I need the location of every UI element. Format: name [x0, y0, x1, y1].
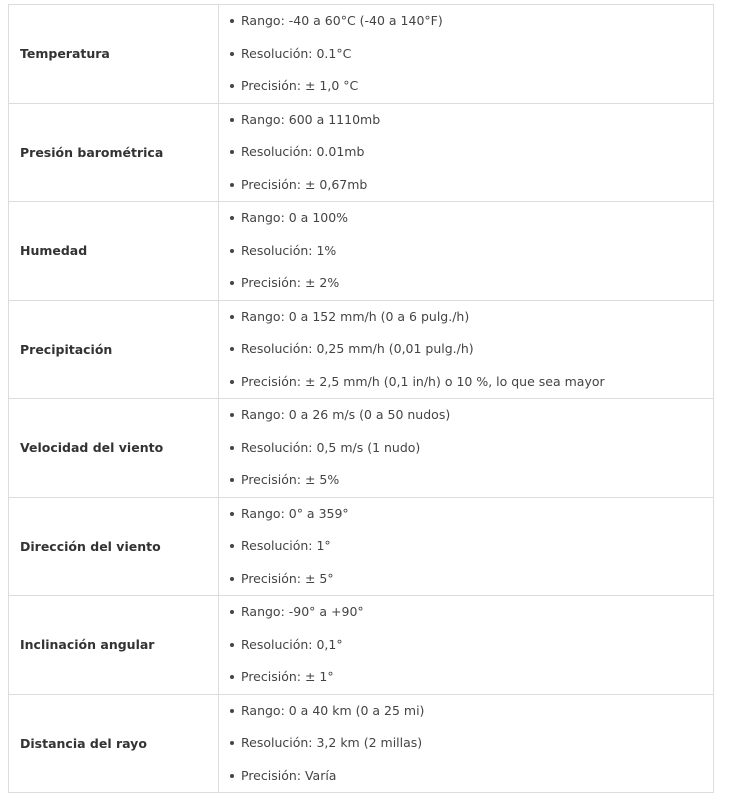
list-item: Rango: 0° a 359°: [229, 506, 713, 522]
spec-label: Humedad: [9, 202, 219, 301]
spec-label: Inclinación angular: [9, 596, 219, 695]
list-item: Resolución: 0,25 mm/h (0,01 pulg./h): [229, 341, 713, 357]
spec-label: Distancia del rayo: [9, 694, 219, 793]
list-item: Rango: -90° a +90°: [229, 604, 713, 620]
spec-values: [219, 300, 714, 399]
list-item: Rango: -40 a 60°C (-40 a 140°F): [229, 13, 713, 29]
spec-label: Presión barométrica: [9, 103, 219, 202]
spec-values: [219, 103, 714, 202]
spec-label: Temperatura: [9, 5, 219, 104]
list-item: Resolución: 0,5 m/s (1 nudo): [229, 440, 713, 456]
spec-value-list: [229, 210, 713, 291]
spec-values: [219, 497, 714, 596]
list-item: Resolución: 1°: [229, 538, 713, 554]
spec-values: [219, 399, 714, 498]
spec-value-list: [229, 407, 713, 488]
list-item: Precisión: ± 5°: [229, 571, 713, 587]
list-item: Precisión: ± 1°: [229, 669, 713, 685]
spec-label: Dirección del viento: [9, 497, 219, 596]
list-item: Resolución: 0,1°: [229, 637, 713, 653]
list-item: Precisión: ± 5%: [229, 472, 713, 488]
list-item: Rango: 600 a 1110mb: [229, 112, 713, 128]
spec-value-list: [229, 13, 713, 94]
spec-label: Precipitación: [9, 300, 219, 399]
table-row: [9, 202, 714, 301]
table-row: [9, 694, 714, 793]
list-item: Precisión: ± 2%: [229, 275, 713, 291]
list-item: Precisión: Varía: [229, 768, 713, 784]
table-row: [9, 300, 714, 399]
list-item: Resolución: 0.1°C: [229, 46, 713, 62]
list-item: Rango: 0 a 26 m/s (0 a 50 nudos): [229, 407, 713, 423]
list-item: Rango: 0 a 152 mm/h (0 a 6 pulg./h): [229, 309, 713, 325]
table-row: [9, 497, 714, 596]
list-item: Rango: 0 a 100%: [229, 210, 713, 226]
table-row: [9, 399, 714, 498]
spec-value-list: [229, 506, 713, 587]
spec-value-list: [229, 703, 713, 784]
spec-values: [219, 596, 714, 695]
specifications-table: [8, 4, 714, 793]
table-row: [9, 5, 714, 104]
list-item: Precisión: ± 0,67mb: [229, 177, 713, 193]
list-item: Rango: 0 a 40 km (0 a 25 mi): [229, 703, 713, 719]
spec-value-list: [229, 309, 713, 390]
list-item: Precisión: ± 1,0 °C: [229, 78, 713, 94]
spec-values: [219, 694, 714, 793]
list-item: Resolución: 0.01mb: [229, 144, 713, 160]
table-row: [9, 103, 714, 202]
list-item: Resolución: 1%: [229, 243, 713, 259]
spec-values: [219, 5, 714, 104]
spec-value-list: [229, 112, 713, 193]
spec-value-list: [229, 604, 713, 685]
table-row: [9, 596, 714, 695]
spec-label: Velocidad del viento: [9, 399, 219, 498]
list-item: Resolución: 3,2 km (2 millas): [229, 735, 713, 751]
list-item: Precisión: ± 2,5 mm/h (0,1 in/h) o 10 %, lo que sea mayor: [229, 374, 713, 390]
spec-values: [219, 202, 714, 301]
